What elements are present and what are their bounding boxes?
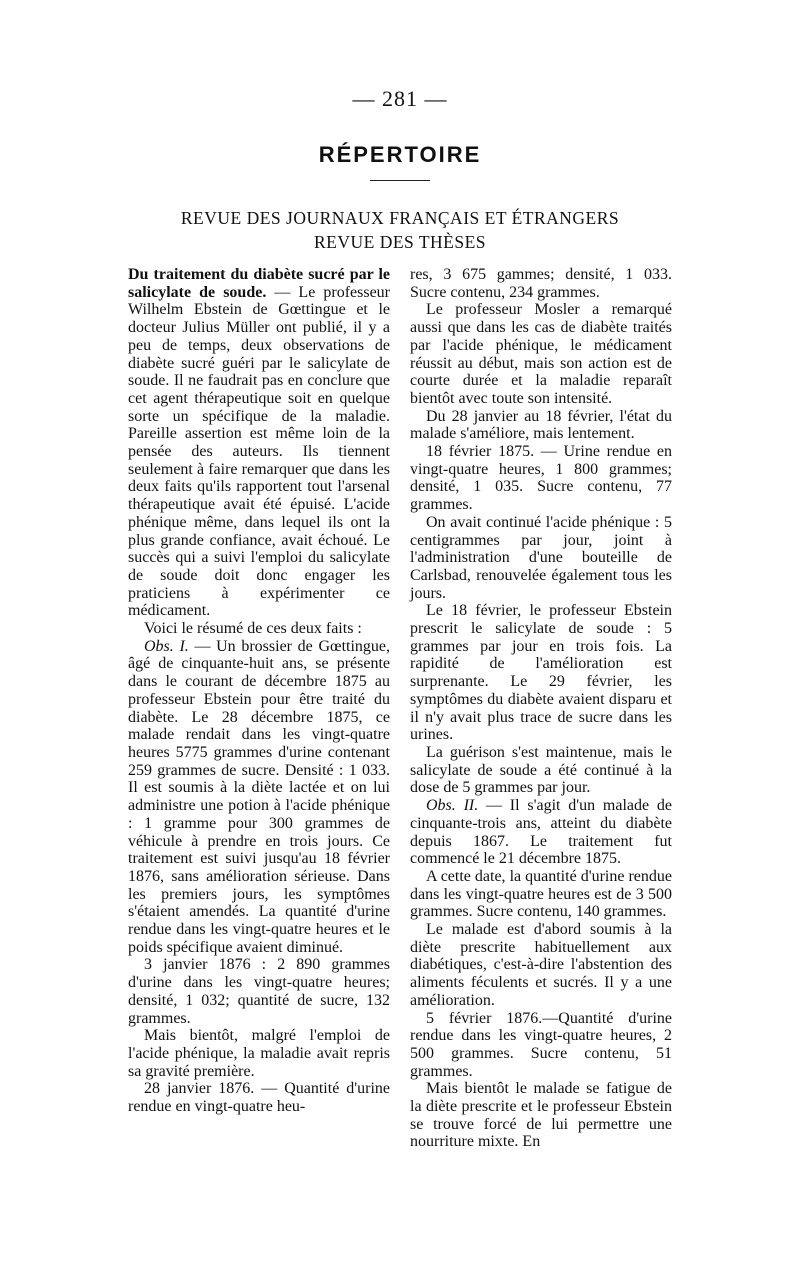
- paragraph: Mais bientôt le malade se fatigue de la diète prescrite et le professeur Ebstein se trouve forcé de lui permettre une nourriture mixte. En: [410, 1080, 672, 1151]
- paragraph-text: — Un brossier de Gœttingue, âgé de cinquante-huit ans, se présente dans le courant de décembre 1875 au professeur Ebstein pour être traité du diabète. Le 28 décembre 1875, ce malade rendait dans les vingt-quatre heures 5775 grammes d'urine contenant 259 grammes de sucre. Densité : 1 033. Il est soumis à la diète lactée et on lui administre une potion à l'acide phénique : 1 gramme pour 300 grammes de véhicule à prendre en trois jours. Ce traitement est suivi jusqu'au 18 février 1876, sans amélioration sérieuse. Dans les premiers jours, les symptômes s'étaient amendés. La quantité d'urine rendue dans les vingt-quatre heures et le poids spécifique avaient diminué.: [128, 637, 390, 956]
- paragraph: res, 3 675 gammes; densité, 1 033. Sucre contenu, 234 grammes.: [410, 266, 672, 301]
- observation-label: Obs. II.: [426, 797, 479, 815]
- page-number: — 281 —: [352, 86, 448, 111]
- paragraph: La guérison s'est maintenue, mais le salicylate de soude a été continué à la dose de 5 grammes par jour.: [410, 743, 672, 797]
- paragraph: 3 janvier 1876 : 2 890 grammes d'urine dans les vingt-quatre heures; densité, 1 032; quantité de sucre, 132 grammes.: [128, 956, 390, 1027]
- paragraph-text: — Il s'agit d'un malade de cinquante-trois ans, atteint du diabète depuis 1867. Le traitement fut commencé le 21 décembre 1875.: [410, 797, 673, 868]
- article-title: Du traitement du diabète sucré par le salicylate de soude.: [128, 266, 390, 301]
- subtitle-theses: REVUE DES THÈSES: [314, 232, 486, 252]
- section-title: RÉPERTOIRE: [318, 142, 482, 167]
- paragraph: On avait continué l'acide phénique : 5 centigrammes par jour, joint à l'administration d'une bouteille de Carlsbad, renouvelée également tous les jours.: [410, 513, 672, 602]
- paragraph: Mais bientôt, malgré l'emploi de l'acide phénique, la maladie avait repris sa gravité première.: [128, 1027, 390, 1080]
- paragraph: [128, 266, 390, 620]
- observation-label: Obs. I.: [144, 637, 189, 655]
- paragraph: [128, 638, 390, 957]
- right-column: [410, 266, 672, 1151]
- paragraph-text: — Le professeur Wilhelm Ebstein de Gœttingue et le docteur Julius Müller ont publié, il y a peu de temps, deux observations de diabète sucré guéri par le salicylate de soude. Il ne faudrait pas en conclure que cet agent thérapeutique soit en quelque sorte un spécifique de la maladie. Pareille assertion est même loin de la pensée des auteurs. Ils tiennent seulement à faire remarquer que dans les deux faits qu'ils rapportent tout l'arsenal thérapeutique avait été épuisé. L'acide phénique même, dans lequel ils ont la plus grande confiance, avait échoué. Le succès qui a suivi l'emploi du salicylate de soude doit donc engager les praticiens à expérimenter ce médicament.: [128, 283, 391, 620]
- paragraph: 18 février 1875. — Urine rendue en vingt-quatre heures, 1 800 grammes; densité, 1 035. Sucre contenu, 77 grammes.: [410, 443, 672, 514]
- paragraph: 5 février 1876.—Quantité d'urine rendue dans les vingt-quatre heures, 2 500 grammes. Sucre contenu, 51 grammes.: [410, 1009, 672, 1080]
- paragraph: Du 28 janvier au 18 février, l'état du malade s'améliore, mais lentement.: [410, 407, 672, 443]
- paragraph: Le 18 février, le professeur Ebstein prescrit le salicylate de soude : 5 grammes par jour en trois fois. La rapidité de l'amélioration est surprenante. Le 29 février, les symptômes du diabète avaient disparu et il n'y avait plus trace de sucre dans les urines.: [410, 602, 672, 744]
- paragraph: Voici le résumé de ces deux faits :: [144, 620, 362, 638]
- paragraph: 28 janvier 1876. — Quantité d'urine rendue en vingt-quatre heu-: [128, 1080, 390, 1116]
- title-divider: [370, 180, 430, 181]
- paragraph: A cette date, la quantité d'urine rendue dans les vingt-quatre heures est de 3 500 grammes. Sucre contenu, 140 grammes.: [410, 867, 672, 921]
- left-column: [128, 266, 390, 1116]
- paragraph: [410, 797, 672, 868]
- subtitle-journals: REVUE DES JOURNAUX FRANÇAIS ET ÉTRANGERS: [180, 208, 620, 228]
- paragraph: Le malade est d'abord soumis à la diète prescrite habituellement aux diabétiques, c'est-à-dire l'abstention des aliments féculents et sucrés. Il y a une amélioration.: [410, 921, 672, 1009]
- paragraph: Le professeur Mosler a remarqué aussi que dans les cas de diabète traités par l'acide phénique, le médicament réussit au début, mais son action est de courte durée et la maladie reparaît bientôt avec toute son intensité.: [410, 301, 672, 407]
